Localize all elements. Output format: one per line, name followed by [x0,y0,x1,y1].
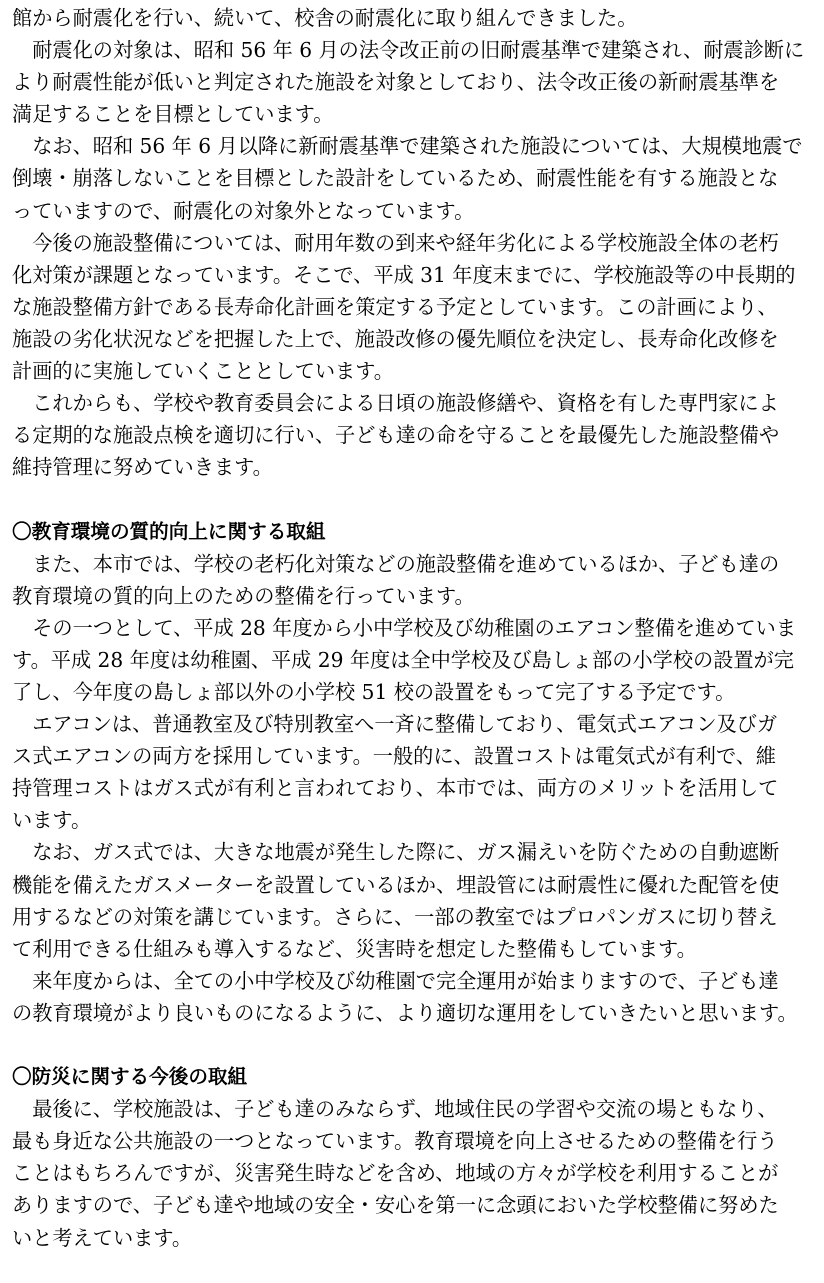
paragraph-line: なお、ガス式では、大きな地震が発生した際に、ガス漏えいを防ぐための自動遮断 [12,840,780,865]
paragraph-line: 持管理コストはガス式が有利と言われており、本市では、両方のメリットを活用して [12,776,779,801]
paragraph-line: て利用できる仕組みも導入するなど、災害時を想定した整備もしています。 [12,936,697,961]
paragraph-line: なお、昭和 56 年 6 月以降に新耐震基準で建築された施設については、大規模地震で [12,134,803,159]
paragraph-line: 機能を備えたガスメーターを設置しているほか、埋設管には耐震性に優れた配管を使 [12,872,780,897]
section-spacer [12,1029,812,1061]
paragraph-line: 今後の施設整備については、耐用年数の到来や経年劣化による学校施設全体の老朽 [12,230,779,255]
paragraph-line: 最後に、学校施設は、子ども達のみならず、地域住民の学習や交流の場ともなり、 [12,1097,778,1122]
paragraph-line: 維持管理に努めていきます。 [12,455,273,480]
paragraph-line: います。 [12,808,92,833]
paragraph-line: ス式エアコンの両方を採用しています。一般的に、設置コストは電気式が有利で、維 [12,744,777,769]
paragraph-line: 教育環境の質的向上のための整備を行っています。 [12,583,475,608]
paragraph-line: 了し、今年度の島しょ部以外の小学校 51 校の設置をもって完了する予定です。 [12,679,736,704]
paragraph-line: 満足することを目標としています。 [12,102,334,127]
paragraph-line: その一つとして、平成 28 年度から小中学校及び幼稚園のエアコン整備を進めていま [12,615,797,640]
section-disaster-prevention [12,1061,812,1254]
paragraph-line: また、本市では、学校の老朽化対策などの施設整備を進めているほか、子ども達の [12,551,780,576]
section-heading: 〇教育環境の質的向上に関する取組 [12,519,326,543]
paragraph-line: 倒壊・崩落しないことを目標とした設計をしているため、耐震性能を有する施設とな [12,166,779,191]
paragraph-line: 化対策が課題となっています。そこで、平成 31 年度末までに、学校施設等の中長期的 [12,262,796,287]
paragraph-line: な施設整備方針である長寿命化計画を策定する予定としています。この計画により、 [12,294,778,319]
section-education-environment [12,516,812,1030]
paragraph-line: いと考えています。 [12,1225,193,1250]
paragraph-line: エアコンは、普通教室及び特別教室へ一斉に整備しており、電気式エアコン及びガ [12,712,778,737]
paragraph-line: す。平成 28 年度は幼稚園、平成 29 年度は全中学校及び島しょ部の小学校の設置が完 [12,647,794,672]
paragraph-line: の教育環境がより良いものになるように、より適切な運用をしていきたいと思います。 [12,1000,798,1025]
paragraph-line: っていますので、耐震化の対象外となっています。 [12,198,475,223]
paragraph-line: 最も身近な公共施設の一つとなっています。教育環境を向上させるための整備を行う [12,1129,778,1154]
paragraph-line: 耐震化の対象は、昭和 56 年 6 月の法令改正前の旧耐震基準で建築され、耐震診断に [12,38,805,63]
section-spacer [12,483,812,515]
paragraph-line: ありますので、子ども達や地域の安全・安心を第一に念頭においた学校整備に努めた [12,1193,779,1218]
section-seismic-retrofit [12,2,812,483]
paragraph-line: 館から耐震化を行い、続いて、校舎の耐震化に取り組んできました。 [12,6,638,30]
paragraph-line: 施設の劣化状況などを把握した上で、施設改修の優先順位を決定し、長寿命化改修を [12,326,779,351]
paragraph-line: 計画的に実施していくこととしています。 [12,359,394,384]
paragraph-line: ことはもちろんですが、災害発生時などを含め、地域の方々が学校を利用することが [12,1161,779,1186]
paragraph-line: これからも、学校や教育委員会による日頃の施設修繕や、資格を有した専門家によ [12,391,779,416]
paragraph-line: より耐震性能が低いと判定された施設を対象としており、法令改正後の新耐震基準を [12,70,780,95]
section-heading: 〇防災に関する今後の取組 [12,1065,248,1089]
paragraph-line: る定期的な施設点検を適切に行い、子ども達の命を守ることを最優先した施設整備や [12,423,780,448]
paragraph-line: 用するなどの対策を講じています。さらに、一部の教室ではプロパンガスに切り替え [12,904,778,929]
paragraph-line: 来年度からは、全ての小中学校及び幼稚園で完全運用が始まりますので、子ども達 [12,968,779,993]
